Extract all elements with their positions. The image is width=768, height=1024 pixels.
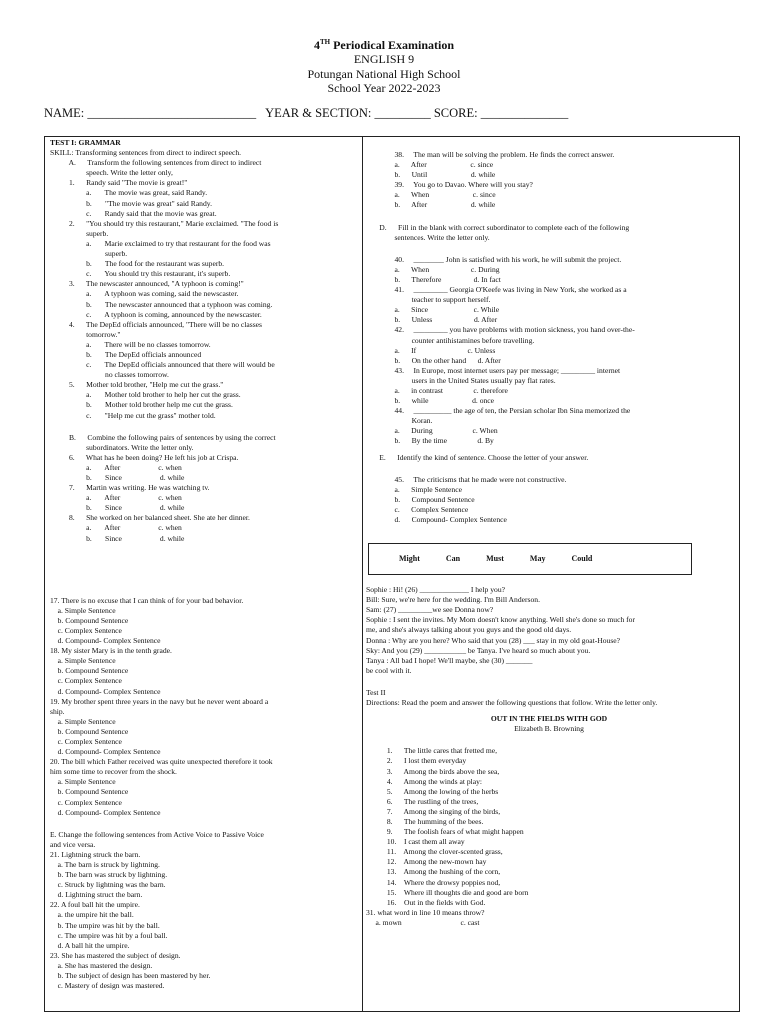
text-line: 9. The foolish fears of what might happen <box>366 827 524 837</box>
text-line: b. Compound Sentence <box>50 787 129 797</box>
text-line: a. mown c. cast <box>366 917 480 927</box>
right-column <box>366 150 732 928</box>
text-line: a. Simple Sentence <box>50 716 116 726</box>
text-line: b. On the other hand d. After <box>366 355 501 365</box>
text-line: 19. My brother spent three years in the navy but he never went aboard a <box>50 696 269 706</box>
text-line: 17. There is no excuse that I can think of for your bad behavior. <box>50 595 244 605</box>
left-column <box>50 138 358 991</box>
text-line: a. Since c. While <box>366 305 500 315</box>
text-line: b. Since d. while <box>50 473 185 482</box>
text-line: D. Fill in the blank with correct subordinator to complete each of the following <box>366 222 630 232</box>
text-line: 8. She worked on her balanced sheet. She ate her dinner. <box>50 513 250 523</box>
text-line: b. By the time d. By <box>366 436 494 446</box>
spacer <box>50 544 358 596</box>
text-line: 43. In Europe, most internet users pay per message; _________ internet <box>366 365 621 375</box>
text-line: 15. Where ill thoughts die and good are born <box>366 887 529 897</box>
text-line: b. Compound Sentence <box>366 494 475 504</box>
dialogue-and-poem-section <box>366 585 732 928</box>
text-line: c. Struck by lightning was the barn. <box>50 880 166 890</box>
text-line: d. Lightning struct the barn. <box>50 890 143 900</box>
text-line: 18. My sister Mary is in the tenth grade. <box>50 646 172 656</box>
text-line: 6. The rustling of the trees, <box>366 796 479 806</box>
text-line: B. Combine the following pairs of sentences by using the correct <box>50 432 276 442</box>
grammar-section-top <box>50 138 358 544</box>
text-line: 7. Among the singing of the birds, <box>366 806 501 816</box>
text-line: 21. Lightning struck the barn. <box>50 849 141 859</box>
text-line: b. The umpire was hit by the ball. <box>50 920 160 930</box>
school-name: Potungan National High School <box>307 67 461 81</box>
text-line: d. Compound- Complex Sentence <box>50 636 161 646</box>
text-line: c. You should try this restaurant, it's superb. <box>50 269 231 279</box>
text-line: d. Compound- Complex Sentence <box>50 686 161 696</box>
school-year: School Year 2022-2023 <box>327 81 441 95</box>
text-line: 11. Among the clover-scented grass, <box>366 847 503 857</box>
text-line: 1. Randy said "The movie is great!" <box>50 178 188 188</box>
text-line: b. "The movie was great" said Randy. <box>50 198 212 208</box>
text-line: 39. You go to Davao. Where will you stay? <box>366 180 533 190</box>
modal-word: May <box>529 554 546 564</box>
text-line: c. Randy said that the movie was great. <box>50 208 217 218</box>
text-line: d. Compound- Complex Sentence <box>366 515 507 524</box>
text-line: and vice versa. <box>50 839 96 849</box>
text-line: Sophie : I sent the invites. My Mom doesn't know anything. Well she's done so much for <box>366 615 636 625</box>
spacer <box>366 211 732 223</box>
text-line: a. When c. since <box>366 190 496 200</box>
text-line: a. During c. When <box>366 426 498 436</box>
text-line: b. Compound Sentence <box>50 666 129 676</box>
text-line: counter antihistamines before travelling. <box>366 335 535 345</box>
text-line: sentences. Write the letter only. <box>366 232 490 242</box>
text-line: 20. The bill which Father received was quite unexpected therefore it took <box>50 757 273 767</box>
text-line: c. The umpire was hit by a foul ball. <box>50 930 168 940</box>
exam-title: 4TH Periodical Examination <box>313 38 455 52</box>
text-line: 45. The criticisms that he made were not constructive. <box>366 474 567 484</box>
text-line: Directions: Read the poem and answer the following questions that follow. Write the letter only. <box>366 698 658 708</box>
text-line: 14. Where the drowsy poppies nod, <box>366 877 501 887</box>
text-line: Donna : Why are you here? Who said that you (28) ___ stay in my old goat-House? <box>366 635 621 645</box>
modal-word: Can <box>445 554 461 564</box>
text-line: superb. <box>50 228 109 238</box>
text-line: OUT IN THE FIELDS WITH GOD <box>490 714 608 724</box>
column-divider <box>362 136 363 1012</box>
text-line: a. After c. since <box>366 160 494 170</box>
text-line: c. Mastery of design was mastered. <box>50 981 165 991</box>
text-line: 12. Among the new-mown hay <box>366 857 487 867</box>
text-line: b. Therefore d. In fact <box>366 274 501 284</box>
text-line: b. Compound Sentence <box>50 726 129 736</box>
text-line: 4. Among the winds at play: <box>366 776 483 786</box>
text-line: Elizabeth B. Browning <box>514 724 584 734</box>
modal-word: Might <box>399 554 420 564</box>
text-line: E. Change the following sentences from Active Voice to Passive Voice <box>50 829 264 839</box>
text-line: a. After c. when <box>50 523 182 533</box>
text-line: 6. What has he been doing? He left his job at Crispa. <box>50 452 239 462</box>
text-line: be cool with it. <box>366 665 412 675</box>
text-line: 5. Among the lowing of the herbs <box>366 786 499 796</box>
text-line: 41. _________ Georgia O'Keefe was living in New York, she worked as a <box>366 285 627 295</box>
text-line: Test II <box>366 687 386 697</box>
student-info-line: NAME: ___________________________ YEAR & SECTION: _________ SCORE: ______________ <box>44 106 569 120</box>
text-line: 22. A foul ball hit the umpire. <box>50 900 140 910</box>
text-line: TEST I: GRAMMAR <box>50 138 121 147</box>
text-line: b. The newscaster announced that a typhoon was coming. <box>50 299 273 309</box>
grammar-section-bottom <box>50 596 358 992</box>
text-line: a. Simple Sentence <box>366 484 462 494</box>
spacer <box>366 676 732 688</box>
text-line: c. "Help me cut the grass" mother told. <box>50 410 216 420</box>
modal-word: Must <box>486 554 504 564</box>
text-line: a. The movie was great, said Randy. <box>50 188 208 198</box>
text-line: c. Complex Sentence <box>50 625 122 635</box>
text-line: a. in contrast c. therefore <box>366 385 508 395</box>
text-line: teacher to support herself. <box>366 295 491 305</box>
text-line: b. Since d. while <box>50 533 185 543</box>
text-line: Bill: Sure, we're here for the wedding. I'm Bill Anderson. <box>366 595 540 605</box>
spacer <box>50 818 358 830</box>
text-line: a. The barn is struck by lightning. <box>50 860 160 869</box>
text-line: me, and she's always talking about you guys and the good old days. <box>366 625 572 635</box>
text-line: b. The subject of design has been mastered by her. <box>50 971 211 981</box>
text-line: Sophie : Hi! (26) _____________ I help you? <box>366 585 505 595</box>
text-line: b. Since d. while <box>50 503 185 513</box>
text-line: 31. what word in line 10 means throw? <box>366 907 485 917</box>
text-line: Sam: (27) _________we see Donna now? <box>366 605 494 615</box>
text-line: a. She has mastered the design. <box>50 960 153 970</box>
text-line: a. A typhoon was coming, said the newscaster. <box>50 289 239 299</box>
text-line: 8. The humming of the bees. <box>366 816 484 826</box>
text-line: superb. <box>50 249 128 259</box>
text-line: a. Marie exclaimed to try that restaurant for the food was <box>50 238 271 248</box>
text-line: subordinators. Write the letter only. <box>50 442 194 452</box>
text-line: a. After c. when <box>50 493 182 503</box>
spacer <box>366 734 732 746</box>
text-line: b. Compound Sentence <box>50 615 129 625</box>
text-line: a. If c. Unless <box>366 345 496 355</box>
text-line: a. When c. During <box>366 264 500 274</box>
text-line: b. while d. once <box>366 396 495 406</box>
text-line: 2. "You should try this restaurant," Marie exclaimed. "The food is <box>50 218 279 228</box>
text-line: tomorrow." <box>50 329 121 339</box>
text-line: 23. She has mastered the subject of design. <box>50 950 181 960</box>
text-line: c. The DepEd officials announced that there will would be <box>50 360 275 370</box>
text-line: 4. The DepEd officials announced, "There will be no classes <box>50 319 263 329</box>
text-line: b. Unless d. After <box>366 315 498 325</box>
spacer <box>50 421 358 433</box>
text-line: a. Simple Sentence <box>50 605 116 615</box>
text-line: Tanya : All bad I hope! We'll maybe, she (30) _______ <box>366 655 533 665</box>
text-line: b. The DepEd officials announced <box>50 349 202 359</box>
modal-word: Could <box>571 554 593 564</box>
exam-subject: ENGLISH 9 <box>353 52 415 66</box>
spacer <box>366 463 732 475</box>
text-line: a. Simple Sentence <box>50 656 116 666</box>
text-line: 3. The newscaster announced, "A typhoon is coming!" <box>50 279 244 289</box>
text-line: 38. The man will be solving the problem. He finds the correct answer. <box>366 150 615 159</box>
text-line: d. A ball hit the umpire. <box>50 940 130 950</box>
text-line: him some time to recover from the shock. <box>50 767 177 777</box>
text-line: ship. <box>50 706 65 716</box>
text-line: 7. Martin was writing. He was watching tv. <box>50 483 210 493</box>
text-line: Koran. <box>366 416 433 426</box>
text-line: 3. Among the birds above the sea, <box>366 766 500 776</box>
text-line: a. After c. when <box>50 462 182 472</box>
spacer <box>366 525 732 537</box>
text-line: c. Complex Sentence <box>50 676 122 686</box>
modal-word-box <box>368 543 692 575</box>
text-line: Sky: And you (29) ___________ be Tanya. I've heard so much about you. <box>366 645 591 655</box>
text-line: a. There will be no classes tomorrow. <box>50 339 211 349</box>
text-line: no classes tomorrow. <box>50 370 169 380</box>
text-line: d. Compound- Complex Sentence <box>50 747 161 757</box>
text-line: d. Compound- Complex Sentence <box>50 807 161 817</box>
text-line: a. Simple Sentence <box>50 777 116 787</box>
text-line: users in the United States usually pay flat rates. <box>366 375 556 385</box>
text-line: b. Mother told brother help me cut the grass. <box>50 400 233 410</box>
text-line: 10. I cast them all away <box>366 837 465 847</box>
text-line: c. Complex Sentence <box>50 797 122 807</box>
text-line: 40. ________ John is satisfied with his work, he will submit the project. <box>366 254 622 264</box>
text-line: c. Complex Sentence <box>50 736 122 746</box>
text-line: c. A typhoon is coming, announced by the newscaster. <box>50 309 262 319</box>
text-line: speech. Write the letter only, <box>50 168 173 178</box>
text-line: 44. __________ the age of ten, the Persian scholar Ibn Sina memorized the <box>366 406 631 416</box>
text-line: E. Identify the kind of sentence. Choose the letter of your answer. <box>366 452 589 462</box>
text-line: 1. The little cares that fretted me, <box>366 746 498 756</box>
text-line: 16. Out in the fields with God. <box>366 897 486 907</box>
text-line: b. Until d. while <box>366 170 496 180</box>
text-line: b. The barn was struck by lightning. <box>50 870 168 880</box>
text-line: b. After d. while <box>366 200 496 210</box>
text-line: b. The food for the restaurant was superb. <box>50 259 225 269</box>
text-line: a. the umpire hit the ball. <box>50 910 134 920</box>
text-line: 2. I lost them everyday <box>366 756 467 766</box>
subordinator-section <box>366 150 732 525</box>
text-line: c. Complex Sentence <box>366 504 469 514</box>
text-line: a. Mother told brother to help her cut the grass. <box>50 390 241 400</box>
text-line: 13. Among the hushing of the corn, <box>366 867 501 877</box>
text-line: 42. _________ you have problems with motion sickness, you hand over-the- <box>366 325 635 335</box>
text-line: SKILL: Transforming sentences from direct to indirect speech. <box>50 148 242 158</box>
spacer <box>366 243 732 255</box>
text-line: A. Transform the following sentences from direct to indirect <box>50 158 262 168</box>
text-line: 5. Mother told brother, "Help me cut the grass." <box>50 380 224 390</box>
